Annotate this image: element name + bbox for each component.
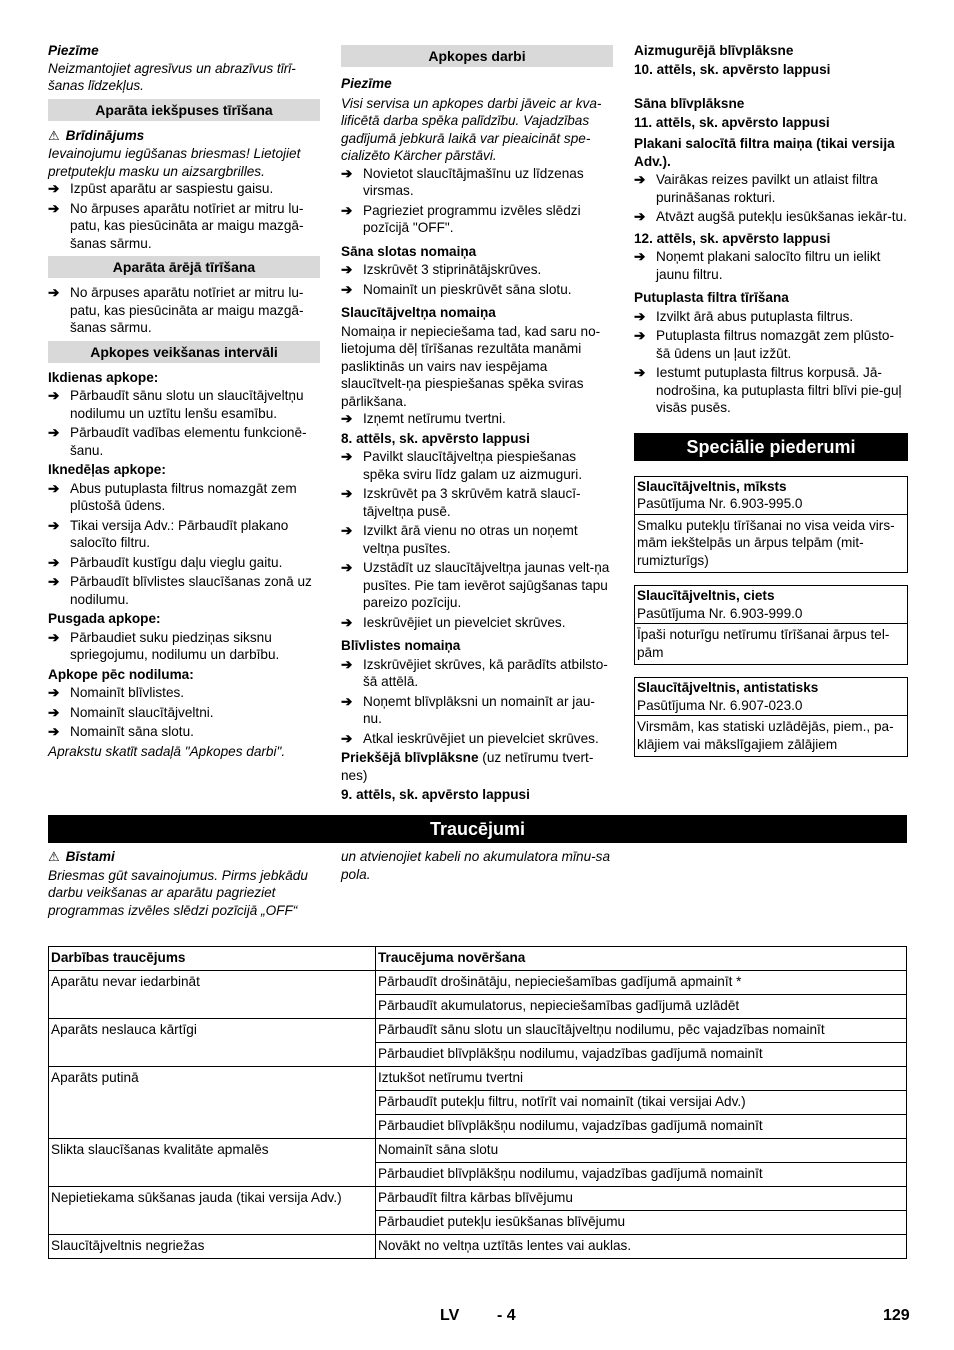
accessories-list — [634, 476, 908, 758]
header-fix: Traucējuma novēršana — [376, 947, 907, 971]
faults-heading: Traucējumi — [48, 815, 907, 843]
foam-filter-list — [634, 308, 908, 417]
outside-list — [48, 284, 320, 337]
inside-list — [48, 180, 320, 252]
accessory-box — [634, 677, 908, 757]
accessory-description: Īpaši noturīgu netīrumu tīrīšanai ārpus tel-pām — [637, 627, 890, 660]
wear-list — [48, 684, 320, 741]
list-item — [341, 485, 613, 520]
column-3 — [634, 42, 908, 769]
remedy-cell: Pārbaudīt akumulatorus, nepieciešamības gadījumā uzlādēt — [376, 995, 907, 1019]
remedy-cell: Pārbaudiet blīvplākšņu nodilumu, vajadzības gadījumā nomainīt — [376, 1163, 907, 1187]
remedy-cell: Pārbaudīt drošinātāju, nepieciešamības gadījumā apmainīt * — [376, 971, 907, 995]
list-item-text: Noņemt blīvplāksni un nomainīt ar jau-nu. — [363, 693, 595, 726]
list-item-text: No ārpuses aparātu notīriet ar mitru lu-patu, kas piesūcināta ar maigu mazgā-šanas sārmu. — [70, 285, 304, 335]
flat-filter-list-2 — [634, 248, 908, 283]
accessory-name: Slaucītājveltnis, mīksts — [637, 478, 787, 494]
arrow-bullet-icon: ➔ — [48, 517, 60, 533]
danger-text-1: Briesmas gūt savainojumus. Pirms jebkādu darbu veikšanas ar aparātu pagrieziet programmas izvēles slēdzi pozīcijā „OFF“ — [48, 867, 308, 918]
wear-title: Apkope pēc nodiluma: — [48, 666, 194, 682]
list-item — [341, 165, 613, 200]
column-2 — [341, 42, 613, 805]
arrow-bullet-icon: ➔ — [48, 200, 60, 216]
rear-strip-title: Aizmugurējā blīvplāksne — [634, 43, 794, 58]
list-item — [48, 180, 320, 198]
footer-page-number: 129 — [883, 1307, 910, 1324]
arrow-bullet-icon: ➔ — [341, 165, 353, 181]
side-strip-title: Sāna blīvplāksne — [634, 96, 745, 111]
table-row — [49, 971, 907, 995]
list-item-text: No ārpuses aparātu notīriet ar mitru lu-patu, kas piesūcināta ar maigu mazgā-šanas sārmu. — [70, 200, 304, 251]
list-item-text: Atkal ieskrūvējiet un pievelciet skrūves. — [363, 730, 599, 746]
note-text-2: Visi servisa un apkopes darbi jāveic ar kva-lificētā darba spēka palīdzību. Vajadzības gadījumā jebkurā laikā var pieaicināt spe-cializēto Kärcher pārstāvi. — [341, 95, 602, 163]
accessory-box — [634, 585, 908, 665]
list-item — [341, 522, 613, 557]
arrow-bullet-icon: ➔ — [341, 486, 353, 501]
figure-8-ref: 8. attēls, sk. apvērsto lappusi — [341, 430, 530, 446]
list-item — [634, 208, 908, 226]
list-item-text: Pārbaudiet suku piedziņas siksnu spriegojumu, nodilumu un darbību. — [70, 629, 280, 662]
wear-note: Aprakstu skatīt sadaļā "Apkopes darbi". — [48, 743, 286, 759]
list-item — [634, 327, 908, 362]
arrow-bullet-icon: ➔ — [341, 730, 353, 746]
danger-block-2 — [341, 848, 616, 883]
halfyear-list — [48, 629, 320, 664]
list-item-text: Nomainīt blīvlistes. — [70, 685, 185, 700]
list-item — [341, 281, 613, 299]
figure-9-ref: 9. attēls, sk. apvērsto lappusi — [341, 787, 530, 802]
remedy-cell: Pārbaudīt putekļu filtru, notīrīt vai nomainīt (tikai versijai Adv.) — [376, 1091, 907, 1115]
accessory-description: Smalku putekļu tīrīšanai no visa veida virs-mām iekštelpās un ārpus telpām (mit-rumizturīgs) — [637, 517, 895, 568]
accessory-name: Slaucītājveltnis, ciets — [637, 588, 775, 603]
danger-triangle-icon: ⚠ — [48, 850, 60, 865]
list-item-text: Izvilkt ārā vienu no otras un noņemt veltņa pusītes. — [363, 523, 578, 556]
list-item-text: Pārbaudīt kustīgu daļu vieglu gaitu. — [70, 554, 283, 570]
arrow-bullet-icon: ➔ — [634, 172, 646, 187]
list-item — [48, 200, 320, 253]
accessory-name: Slaucītājveltnis, antistatisks — [637, 680, 819, 695]
arrow-bullet-icon: ➔ — [341, 656, 353, 672]
remedy-cell: Pārbaudiet putekļu iesūkšanas blīvējumu — [376, 1211, 907, 1235]
list-item-text: Ieskrūvējiet un pievelciet skrūves. — [363, 614, 566, 630]
section-heading-maintenance-intervals: Apkopes veikšanas intervāli — [48, 341, 320, 363]
side-brush-list — [341, 261, 613, 298]
accessory-box — [634, 476, 908, 574]
accessory-order-number: Pasūtījuma Nr. 6.907-023.0 — [635, 697, 907, 717]
remedy-cell: Pārbaudīt sānu slotu un slaucītājveltņu nodilumu, pēc vajadzības nomainīt — [376, 1019, 907, 1043]
arrow-bullet-icon: ➔ — [341, 523, 353, 538]
arrow-bullet-icon: ➔ — [341, 202, 353, 218]
section-heading-inside-cleaning: Aparāta iekšpuses tīrīšana — [48, 99, 320, 121]
column-1 — [48, 42, 320, 760]
list-item-text: Pavilkt slaucītājveltņa piespiešanas spēka sviru līdz galam uz aizmuguri. — [363, 449, 583, 482]
fault-cell: Aparātu nevar iedarbināt — [49, 971, 376, 1019]
arrow-bullet-icon: ➔ — [48, 285, 60, 300]
list-item — [634, 171, 908, 206]
list-item-text: Nomainīt un pieskrūvēt sāna slotu. — [363, 281, 572, 297]
roller-list-1 — [341, 410, 613, 428]
footer-page-marker: - 4 — [497, 1307, 516, 1324]
list-item-text: Nomainīt slaucītājveltni. — [70, 704, 214, 720]
list-item — [48, 573, 320, 608]
daily-title: Ikdienas apkope: — [48, 369, 159, 385]
arrow-bullet-icon: ➔ — [48, 425, 60, 440]
arrow-bullet-icon: ➔ — [48, 685, 60, 700]
list-item-text: Izskrūvēt 3 stiprinātājskrūves. — [363, 262, 542, 277]
remedy-cell: Iztukšot netīrumu tvertni — [376, 1067, 907, 1091]
warning-text: Ievainojumu iegūšanas briesmas! Lietojiet pretputekļu masku un aizsargbrilles. — [48, 146, 301, 179]
list-item — [634, 308, 908, 326]
flat-filter-title: Plakani salocītā filtra maiņa (tikai versija Adv.). — [634, 136, 895, 169]
list-item — [48, 723, 320, 741]
roller-title: Slaucītājveltņa nomaiņa — [341, 305, 496, 320]
list-item — [634, 364, 908, 417]
list-item — [341, 614, 613, 632]
remedy-cell: Pārbaudiet blīvplākšņu nodilumu, vajadzības gadījumā nomainīt — [376, 1043, 907, 1067]
list-item-text: Tikai versija Adv.: Pārbaudīt plakano salocīto filtru. — [70, 517, 289, 550]
figure-12-ref: 12. attēls, sk. apvērsto lappusi — [634, 230, 831, 246]
roller-list-2 — [341, 448, 613, 631]
figure-10-ref: 10. attēls, sk. apvērsto lappusi — [634, 61, 831, 77]
arrow-bullet-icon: ➔ — [48, 181, 60, 196]
list-item — [341, 559, 613, 612]
list-item — [48, 284, 320, 337]
header-fault: Darbības traucējums — [49, 947, 376, 971]
list-item-text: Atvāzt augšā putekļu iesūkšanas iekār-tu. — [656, 209, 907, 224]
accessories-heading: Speciālie piederumi — [634, 433, 908, 461]
list-item-text: Izņemt netīrumu tvertni. — [363, 411, 506, 426]
list-item-text: Izpūst aparātu ar saspiestu gaisu. — [70, 181, 274, 196]
fault-cell: Aparāts putinā — [49, 1067, 376, 1139]
foam-filter-title: Putuplasta filtra tīrīšana — [634, 290, 789, 305]
strip-list — [341, 656, 613, 748]
arrow-bullet-icon: ➔ — [341, 560, 353, 575]
prep-list — [341, 165, 613, 237]
arrow-bullet-icon: ➔ — [48, 704, 60, 720]
arrow-bullet-icon: ➔ — [341, 449, 353, 464]
front-strip-text: Priekšējā blīvplāksne (uz netīrumu tvert-nes) — [341, 750, 594, 783]
list-item-text: Iestumt putuplasta filtrus korpusā. Jā-nodrošina, ka putuplasta filtri blīvi pie-guļ visās pusēs. — [656, 365, 902, 415]
figure-11-ref: 11. attēls, sk. apvērsto lappusi — [634, 114, 830, 130]
warning-triangle-icon: ⚠ — [48, 128, 60, 144]
list-item — [48, 424, 320, 459]
list-item-text: Izvilkt ārā abus putuplasta filtrus. — [656, 308, 854, 324]
arrow-bullet-icon: ➔ — [48, 724, 60, 739]
list-item-text: Abus putuplasta filtrus nomazgāt zem plūstošā ūdens. — [70, 480, 297, 513]
accessory-order-number: Pasūtījuma Nr. 6.903-995.0 — [635, 495, 907, 515]
list-item — [341, 656, 613, 691]
arrow-bullet-icon: ➔ — [634, 209, 646, 224]
list-item-text: Pagrieziet programmu izvēles slēdzi pozīcijā "OFF". — [363, 202, 581, 235]
arrow-bullet-icon: ➔ — [341, 262, 353, 277]
accessory-order-number: Pasūtījuma Nr. 6.903-999.0 — [635, 605, 907, 625]
arrow-bullet-icon: ➔ — [48, 480, 60, 496]
arrow-bullet-icon: ➔ — [634, 328, 646, 343]
list-item-text: Vairākas reizes pavilkt un atlaist filtra purināšanas rokturi. — [656, 172, 878, 205]
danger-block — [48, 848, 323, 919]
flat-filter-list — [634, 171, 908, 226]
list-item — [341, 730, 613, 748]
list-item — [48, 387, 320, 422]
arrow-bullet-icon: ➔ — [341, 281, 353, 297]
remedy-cell: Pārbaudīt filtra kārbas blīvējumu — [376, 1187, 907, 1211]
list-item — [341, 448, 613, 483]
remedy-cell: Pārbaudiet blīvplākšņu nodilumu, vajadzības gadījumā nomainīt — [376, 1115, 907, 1139]
daily-list — [48, 387, 320, 459]
danger-text-2: un atvienojiet kabeli no akumulatora mīnu-sa pola. — [341, 849, 611, 882]
list-item-text: Pārbaudīt blīvlistes slaucīšanas zonā uz nodilumu. — [70, 574, 312, 607]
remedy-cell: Novākt no veltņa uztītās lentes vai auklas. — [376, 1235, 907, 1259]
list-item-text: Uzstādīt uz slaucītājveltņa jaunas velt-ņa pusītes. Pie tam ievērot sajūgšanas tapu pareizo pozīciju. — [363, 560, 610, 610]
arrow-bullet-icon: ➔ — [341, 411, 353, 426]
list-item — [341, 202, 613, 237]
warning-title: ⚠ Brīdinājums — [48, 127, 145, 144]
note-title-2: Piezīme — [341, 76, 392, 91]
fault-cell: Slikta slaucīšanas kvalitāte apmalēs — [49, 1139, 376, 1187]
list-item — [48, 629, 320, 664]
footer-language: LV — [440, 1307, 460, 1324]
arrow-bullet-icon: ➔ — [48, 629, 60, 645]
list-item — [48, 517, 320, 552]
note-text: Neizmantojiet agresīvus un abrazīvus tīrī-šanas līdzekļus. — [48, 60, 296, 93]
arrow-bullet-icon: ➔ — [48, 574, 60, 589]
arrow-bullet-icon: ➔ — [48, 388, 60, 403]
list-item — [634, 248, 908, 283]
arrow-bullet-icon: ➔ — [634, 308, 646, 324]
list-item-text: Noņemt plakani salocīto filtru un ielikt jaunu filtru. — [656, 249, 881, 282]
fault-table — [48, 946, 907, 1259]
arrow-bullet-icon: ➔ — [634, 365, 646, 380]
side-brush-title: Sāna slotas nomaiņa — [341, 243, 477, 259]
section-heading-outside-cleaning: Aparāta ārējā tīrīšana — [48, 256, 320, 278]
table-row — [49, 1235, 907, 1259]
arrow-bullet-icon: ➔ — [341, 614, 353, 630]
danger-title: ⚠ Bīstami — [48, 849, 115, 865]
list-item — [341, 410, 613, 428]
list-item-text: Putuplasta filtrus nomazgāt zem plūsto-šā ūdens un ļaut izžūt. — [656, 328, 895, 361]
list-item — [48, 684, 320, 702]
list-item-text: Pārbaudīt vadības elementu funkcionē-šanu. — [70, 425, 307, 458]
remedy-cell: Nomainīt sāna slotu — [376, 1139, 907, 1163]
arrow-bullet-icon: ➔ — [634, 249, 646, 264]
list-item-text: Pārbaudīt sānu slotu un slaucītājveltņu nodilumu un uztītu lenšu esamību. — [70, 388, 304, 421]
note-title: Piezīme — [48, 43, 99, 58]
arrow-bullet-icon: ➔ — [48, 554, 60, 570]
list-item — [341, 261, 613, 279]
arrow-bullet-icon: ➔ — [341, 693, 353, 709]
table-row — [49, 1019, 907, 1043]
list-item-text: Novietot slaucītājmašīnu uz līdzenas virsmas. — [363, 165, 584, 198]
list-item — [341, 693, 613, 728]
roller-text: Nomaiņa ir nepieciešama tad, kad saru no-lietojuma dēļ tīrīšanas rezultāta manāmi pasliktinās un vairs nav iespējama slaucītvelt-ņa piespiešanas spēka sviras pārlikšana. — [341, 323, 601, 409]
list-item — [48, 704, 320, 722]
fault-cell: Aparāts neslauca kārtīgi — [49, 1019, 376, 1067]
table-row — [49, 1187, 907, 1211]
section-heading-maintenance-work: Apkopes darbi — [341, 45, 613, 67]
table-row — [49, 1139, 907, 1163]
accessory-description: Virsmām, kas statiski uzlādējās, piem., pa-klājiem vai mākslīgajiem zālājiem — [637, 719, 894, 752]
strip-title: Blīvlistes nomaiņa — [341, 638, 461, 653]
list-item-text: Izskrūvējiet skrūves, kā parādīts atbilsto-šā attēlā. — [363, 656, 608, 689]
table-row — [49, 1067, 907, 1091]
list-item — [48, 554, 320, 572]
fault-cell: Nepietiekama sūkšanas jauda (tikai versija Adv.) — [49, 1187, 376, 1235]
list-item-text: Nomainīt sāna slotu. — [70, 724, 194, 739]
weekly-list — [48, 480, 320, 609]
halfyear-title: Pusgada apkope: — [48, 611, 161, 626]
list-item — [48, 480, 320, 515]
table-header-row — [49, 947, 907, 971]
fault-cell: Slaucītājveltnis negriežas — [49, 1235, 376, 1259]
weekly-title: Iknedēļas apkope: — [48, 462, 166, 477]
list-item-text: Izskrūvēt pa 3 skrūvēm katrā slaucī-tājveltņa pusē. — [363, 486, 581, 519]
